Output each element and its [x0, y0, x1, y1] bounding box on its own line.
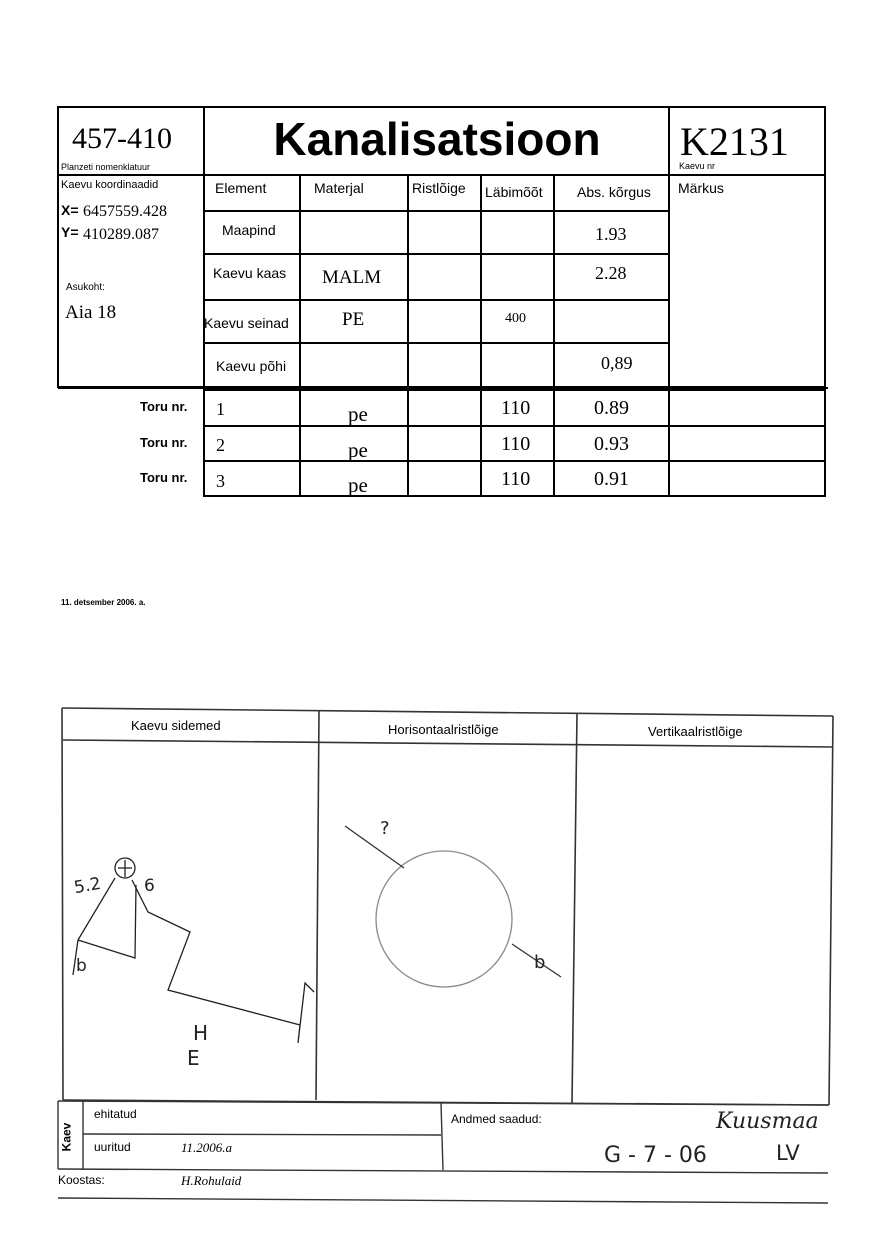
pipe-material: pe — [348, 473, 368, 497]
surveyed-value: 11.2006.a — [181, 1140, 233, 1155]
sketch-note: b — [534, 952, 546, 973]
element-material: MALM — [322, 267, 382, 288]
element-material: PE — [342, 309, 365, 330]
pipe-abs-height: 0.91 — [594, 468, 629, 490]
pipe-label: Toru nr. — [140, 399, 188, 414]
element-diameter: 400 — [505, 311, 526, 326]
col-remarks: Märkus — [678, 180, 724, 196]
element-abs-height: 1.93 — [595, 224, 627, 244]
location-value: Aia 18 — [65, 302, 117, 323]
element-abs-height: 0,89 — [601, 353, 633, 373]
col-abs-height: Abs. kõrgus — [577, 184, 651, 200]
element-name: Maapind — [222, 222, 276, 238]
pipe-diameter: 110 — [501, 397, 531, 419]
pipe-label: Toru nr. — [140, 470, 188, 485]
x-value: 6457559.428 — [83, 203, 167, 220]
data-from-value: Kuusmaa — [716, 1109, 819, 1134]
element-name: Kaevu kaas — [213, 265, 287, 281]
horizontal-section-sketch — [345, 826, 561, 987]
compass-note: E — [187, 1046, 200, 1070]
well-number: K2131 — [680, 119, 789, 164]
built-label: ehitatud — [94, 1107, 137, 1121]
coords-label: Kaevu koordinaadid — [61, 179, 159, 191]
sketch-note: ? — [380, 818, 390, 839]
pipe-material: pe — [348, 438, 368, 462]
sketch-note: 6 — [144, 876, 155, 896]
x-label: X= — [61, 202, 79, 218]
col-material: Materjal — [314, 180, 364, 196]
pipe-abs-height: 0.93 — [594, 433, 629, 455]
col-element: Element — [215, 180, 267, 196]
map-number-label: Planzeti nomenklatuur — [61, 162, 151, 172]
document-date: 11. detsember 2006. a. — [61, 598, 146, 607]
pipe-material: pe — [348, 402, 368, 426]
map-number: 457-410 — [72, 122, 172, 155]
sketch-col-connections: Kaevu sidemed — [131, 718, 221, 733]
col-cross-section: Ristlõige — [412, 180, 466, 196]
pipe-label: Toru nr. — [140, 435, 188, 450]
footer-side-label: Kaev — [59, 1122, 74, 1152]
col-diameter: Läbimõõt — [485, 184, 543, 200]
pipe-number: 1 — [216, 399, 225, 419]
sketch-note: b — [76, 956, 87, 976]
y-value: 410289.087 — [83, 226, 159, 243]
compiled-value: H.Rohulaid — [181, 1173, 242, 1188]
element-name: Kaevu põhi — [216, 358, 287, 374]
pipe-abs-height: 0.89 — [594, 397, 629, 419]
location-label: Asukoht: — [66, 282, 105, 293]
well-number-label: Kaevu nr — [679, 161, 716, 171]
connections-sketch — [73, 858, 314, 1043]
pipe-number: 3 — [216, 471, 225, 491]
sketch-note: 5.2 — [72, 873, 103, 899]
compiled-label: Koostas: — [58, 1173, 105, 1187]
pipe-diameter: 110 — [501, 433, 531, 455]
pipe-number: 2 — [216, 435, 225, 455]
pipe-diameter: 110 — [501, 468, 531, 490]
main-table-grid — [0, 0, 872, 520]
sketch-col-vertical: Vertikaalristlõige — [648, 724, 743, 739]
initials: LV — [776, 1141, 800, 1165]
sketch-col-horizontal: Horisontaalristlõige — [388, 722, 499, 737]
compass-note: H — [193, 1021, 209, 1045]
element-abs-height: 2.28 — [595, 263, 627, 283]
surveyed-label: uuritud — [94, 1140, 131, 1154]
data-from-label: Andmed saadud: — [451, 1112, 542, 1126]
y-label: Y= — [61, 224, 79, 240]
date-value: G - 7 - 06 — [604, 1143, 707, 1168]
element-name: Kaevu seinad — [204, 315, 289, 331]
page-title: Kanalisatsioon — [273, 113, 601, 165]
